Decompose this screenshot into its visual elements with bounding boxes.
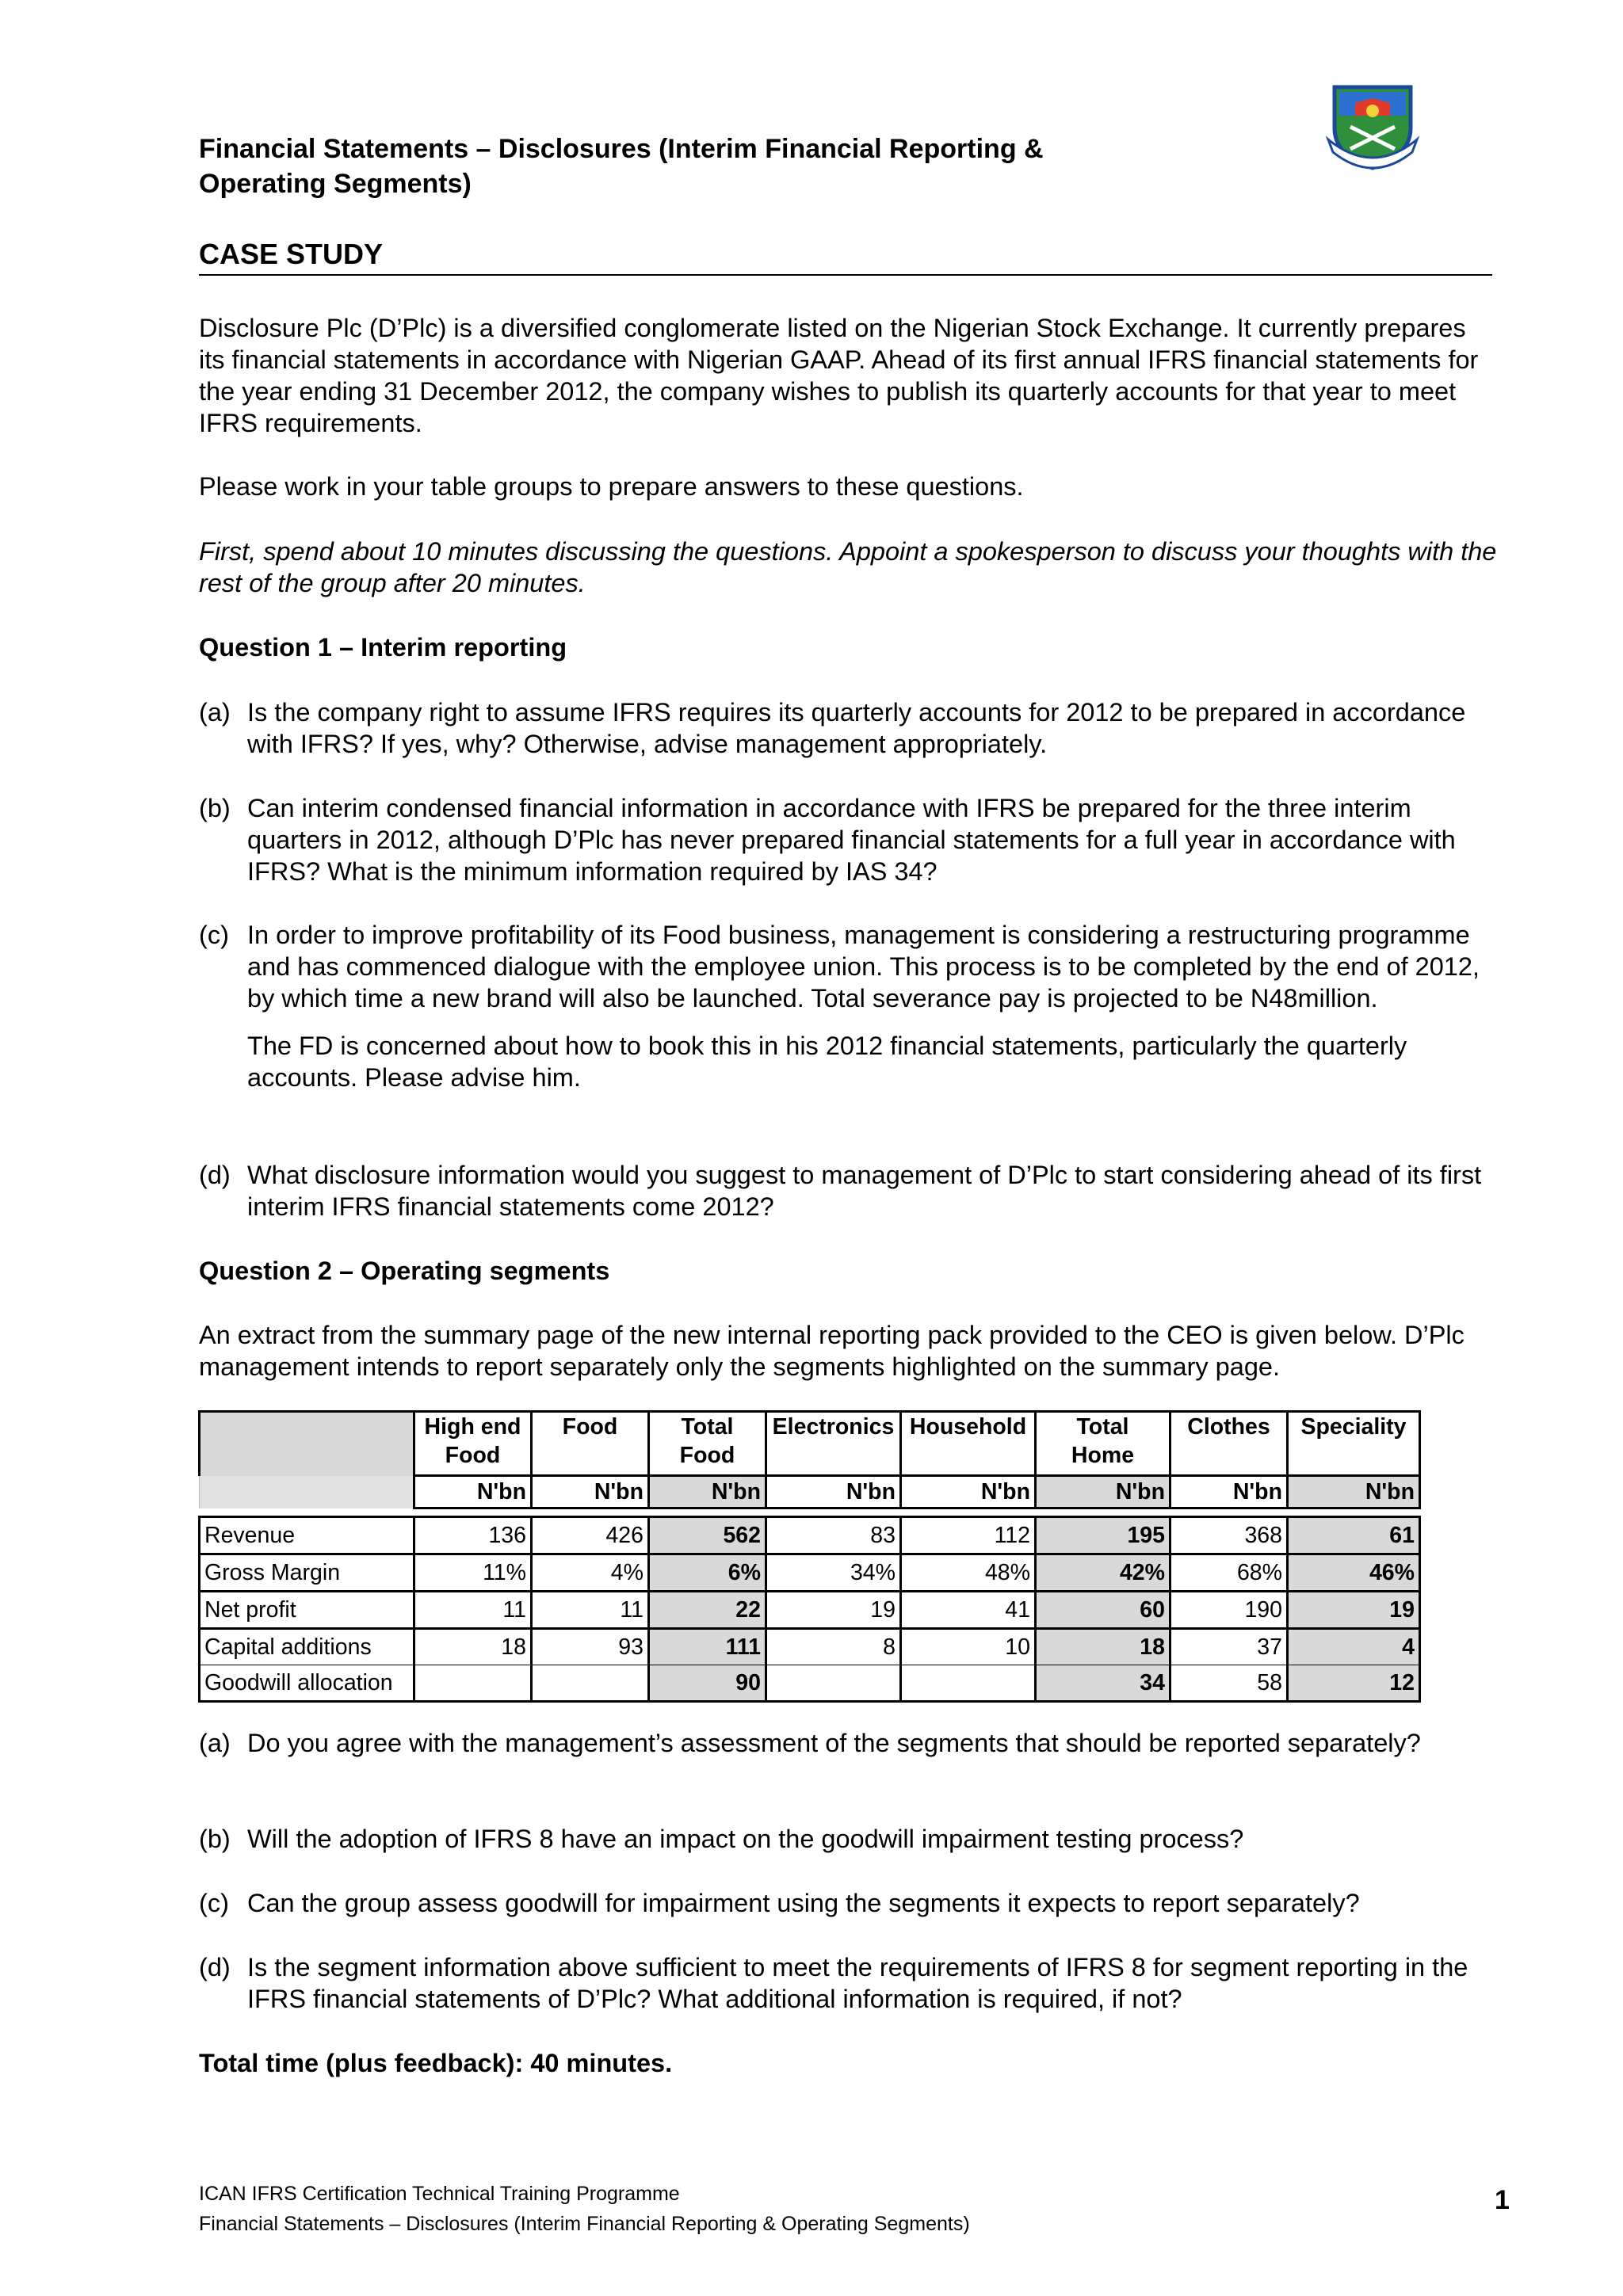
- table-cell: 368: [1170, 1517, 1288, 1554]
- column-header: Total Home: [1036, 1412, 1170, 1476]
- segments-table: [198, 1410, 1421, 1703]
- item-label: (d): [199, 1953, 231, 1981]
- table-cell: 93: [532, 1629, 649, 1665]
- question2-intro: An extract from the summary page of the new internal reporting pack provided to the CEO is given below. D’Plc management intends to report separately only the segments highlighted on the summary page.: [199, 1321, 1465, 1381]
- question1-heading: Question 1 – Interim reporting: [199, 633, 567, 662]
- item-text: In order to improve profitability of its Food business, management is considering a restructuring programme and has commenced dialogue with the employee union. This process is to be completed by the end of 2012, by which time a new brand will also be launched. Total severance pay is projected to be N48million.: [247, 921, 1480, 1013]
- total-time: Total time (plus feedback): 40 minutes.: [199, 2049, 673, 2077]
- table-cell: 136: [414, 1517, 532, 1554]
- section-heading: CASE STUDY: [199, 238, 384, 270]
- table-cell: [532, 1665, 649, 1702]
- table-cell: 48%: [901, 1554, 1036, 1592]
- instruction-text: Please work in your table groups to prepare answers to these questions.: [199, 472, 1024, 501]
- question1-item-b: [199, 792, 1499, 887]
- table-cell: 4: [1288, 1629, 1420, 1665]
- title-line-2: Operating Segments): [199, 169, 472, 199]
- table-cell: 190: [1170, 1592, 1288, 1629]
- table-cell: 11%: [414, 1554, 532, 1592]
- table-cell: 562: [649, 1517, 766, 1554]
- footer-line-1: ICAN IFRS Certification Technical Training Programme: [199, 2183, 680, 2205]
- table-cell: 41: [901, 1592, 1036, 1629]
- table-cell: 18: [1036, 1629, 1170, 1665]
- question2-item-d: [199, 1951, 1499, 2015]
- unit-cell: N'bn: [532, 1476, 649, 1508]
- row-label: Gross Margin: [200, 1554, 414, 1592]
- table-cell: 42%: [1036, 1554, 1170, 1592]
- table-cell: 12: [1288, 1665, 1420, 1702]
- table-cell: 10: [901, 1629, 1036, 1665]
- item-text: What disclosure information would you suggest to management of D’Plc to start considering ahead of its first interim IFRS financial statements come 2012?: [247, 1161, 1482, 1221]
- item-text: Will the adoption of IFRS 8 have an impact on the goodwill impairment testing process?: [247, 1825, 1244, 1853]
- column-header: Electronics: [766, 1412, 901, 1476]
- column-header: Household: [901, 1412, 1036, 1476]
- item-text: Do you agree with the management’s assessment of the segments that should be reported separately?: [247, 1729, 1421, 1757]
- units-blank-cell: [200, 1476, 414, 1508]
- column-header: Clothes: [1170, 1412, 1288, 1476]
- table-cell: 83: [766, 1517, 901, 1554]
- item-label: (d): [199, 1161, 231, 1189]
- table-cell: [901, 1665, 1036, 1702]
- question1-item-d: [199, 1159, 1499, 1222]
- unit-cell: N'bn: [1288, 1476, 1420, 1508]
- table-cell: 60: [1036, 1592, 1170, 1629]
- row-label: Net profit: [200, 1592, 414, 1629]
- table-cell: 19: [1288, 1592, 1420, 1629]
- table-body: [200, 1517, 1420, 1702]
- table-row: [200, 1554, 1420, 1592]
- unit-cell: N'bn: [901, 1476, 1036, 1508]
- item-label: (b): [199, 794, 231, 822]
- footer-line-2: Financial Statements – Disclosures (Interim Financial Reporting & Operating Segments): [199, 2213, 970, 2235]
- page-footer: [199, 2179, 970, 2239]
- item-text-continued: The FD is concerned about how to book this in his 2012 financial statements, particularly the quarterly accounts. Please advise him.: [247, 1032, 1407, 1092]
- table-cell: [414, 1665, 532, 1702]
- table-cell: 61: [1288, 1517, 1420, 1554]
- table-cell: 46%: [1288, 1554, 1420, 1592]
- table-cell: 4%: [532, 1554, 649, 1592]
- table-cell: 18: [414, 1629, 532, 1665]
- table-cell: [766, 1665, 901, 1702]
- item-text: Is the company right to assume IFRS requires its quarterly accounts for 2012 to be prepared in accordance with IFRS? If yes, why? Otherwise, advise management appropriately.: [247, 698, 1466, 758]
- ican-crest-logo-icon: [1323, 79, 1422, 174]
- unit-cell: N'bn: [649, 1476, 766, 1508]
- question1-item-c: [199, 919, 1499, 1093]
- table-cell: 11: [532, 1592, 649, 1629]
- row-label: Revenue: [200, 1517, 414, 1554]
- item-label: (c): [199, 921, 229, 949]
- table-cell: 58: [1170, 1665, 1288, 1702]
- table-cell: 426: [532, 1517, 649, 1554]
- title-line-1: Financial Statements – Disclosures (Interim Financial Reporting &: [199, 134, 1044, 164]
- column-header: Total Food: [649, 1412, 766, 1476]
- page-number: 1: [1495, 2185, 1510, 2215]
- column-header: High end Food: [414, 1412, 532, 1476]
- table-cell: 37: [1170, 1629, 1288, 1665]
- row-label: Goodwill allocation: [200, 1665, 414, 1702]
- table-row: [200, 1592, 1420, 1629]
- question2-item-c: [199, 1887, 1499, 1919]
- item-text: Can the group assess goodwill for impairment using the segments it expects to report separately?: [247, 1889, 1360, 1917]
- table-cell: 112: [901, 1517, 1036, 1554]
- document-title: [199, 132, 1213, 201]
- unit-cell: N'bn: [766, 1476, 901, 1508]
- unit-cell: N'bn: [1170, 1476, 1288, 1508]
- unit-cell: N'bn: [414, 1476, 532, 1508]
- intro-paragraph: Disclosure Plc (D’Plc) is a diversified conglomerate listed on the Nigerian Stock Exchange. It currently prepares its financial statements in accordance with Nigerian GAAP. Ahead of its first annual IFRS financial statements for the year ending 31 December 2012, the company wishes to publish its quarterly accounts for that year to meet IFRS requirements.: [199, 314, 1479, 437]
- item-text: Can interim condensed financial information in accordance with IFRS be prepared for the three interim quarters in 2012, although D’Plc has never prepared financial statements for a full year in accordance with IFRS? What is the minimum information required by IAS 34?: [247, 794, 1456, 886]
- column-header: Food: [532, 1412, 649, 1476]
- table-cell: 22: [649, 1592, 766, 1629]
- table-cell: 34: [1036, 1665, 1170, 1702]
- table-cell: 195: [1036, 1517, 1170, 1554]
- table-cell: 8: [766, 1629, 901, 1665]
- item-text: Is the segment information above sufficient to meet the requirements of IFRS 8 for segment reporting in the IFRS financial statements of D’Plc? What additional information is required, if not?: [247, 1953, 1468, 2013]
- unit-cell: N'bn: [1036, 1476, 1170, 1508]
- table-cell: 90: [649, 1665, 766, 1702]
- table-cell: 6%: [649, 1554, 766, 1592]
- table-cell: 68%: [1170, 1554, 1288, 1592]
- question1-item-a: [199, 696, 1499, 760]
- table-row: [200, 1665, 1420, 1702]
- item-label: (c): [199, 1889, 229, 1917]
- heading-divider: [199, 274, 1492, 276]
- table-units-row: [200, 1476, 1420, 1508]
- header-blank-cell: [200, 1412, 414, 1476]
- question2-item-b: [199, 1823, 1499, 1855]
- row-label: Capital additions: [200, 1629, 414, 1665]
- table-header-row: [200, 1412, 1420, 1476]
- column-header: Speciality: [1288, 1412, 1420, 1476]
- table-cell: 111: [649, 1629, 766, 1665]
- table-row: [200, 1629, 1420, 1665]
- table-row: [200, 1517, 1420, 1554]
- italic-note: First, spend about 10 minutes discussing the questions. Appoint a spokesperson to discuss your thoughts with the rest of the group after 20 minutes.: [199, 537, 1497, 597]
- item-label: (a): [199, 698, 231, 727]
- table-cell: 11: [414, 1592, 532, 1629]
- question2-heading: Question 2 – Operating segments: [199, 1257, 610, 1285]
- table-cell: 19: [766, 1592, 901, 1629]
- table-cell: 34%: [766, 1554, 901, 1592]
- question2-item-a: [199, 1727, 1499, 1759]
- item-label: (a): [199, 1729, 231, 1757]
- table-spacer-row: [200, 1508, 1420, 1517]
- item-label: (b): [199, 1825, 231, 1853]
